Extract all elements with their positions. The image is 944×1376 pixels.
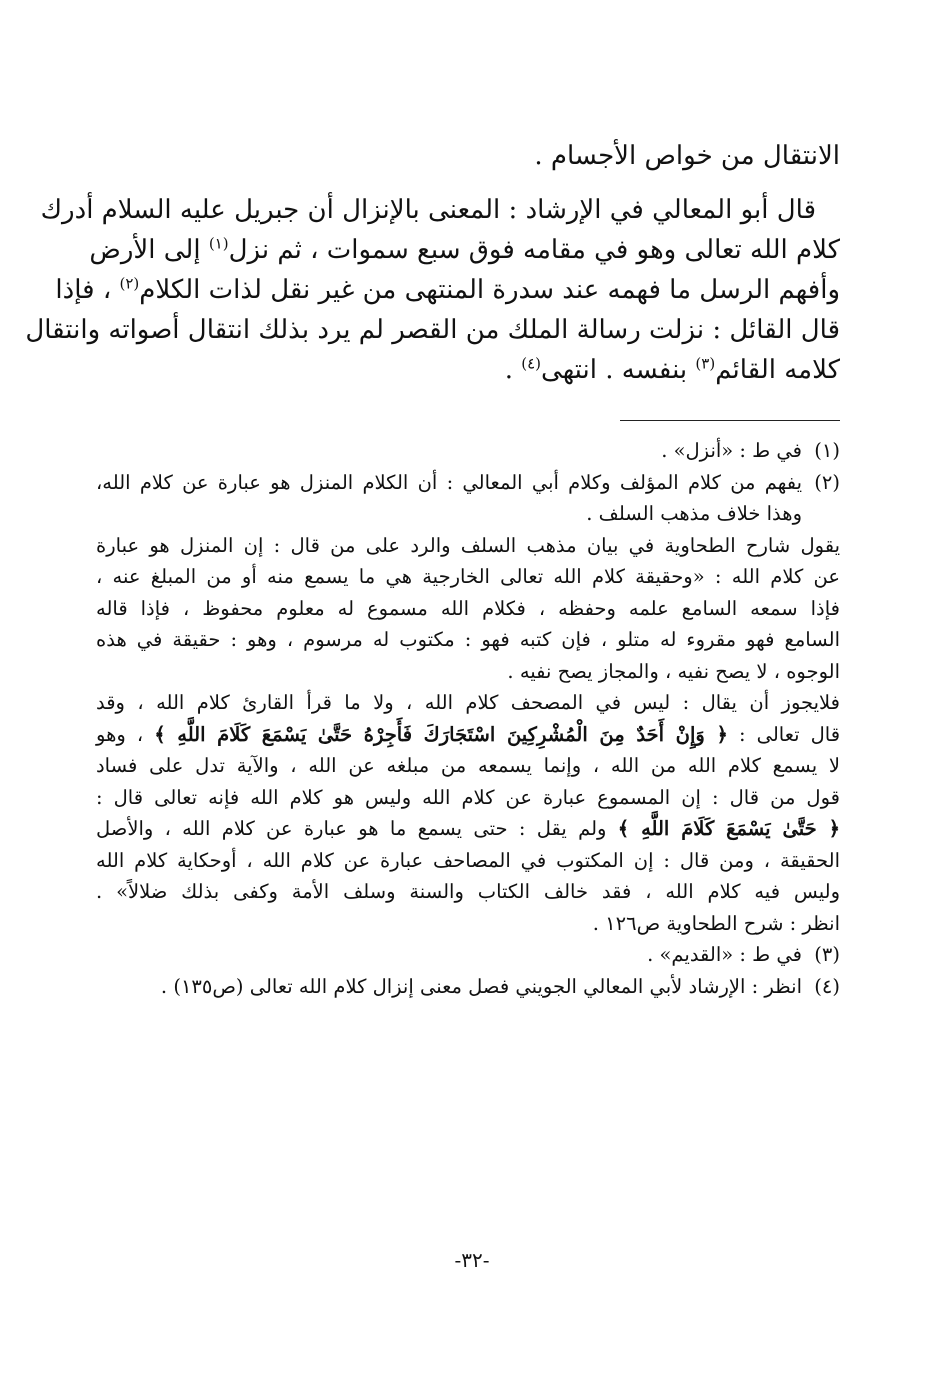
footnote-number: (٢)	[814, 470, 840, 494]
footnote-ref-3[interactable]: (٣)	[695, 354, 716, 373]
footnote-2-quote	[96, 530, 840, 940]
main-line-1: الانتقال من خواص الأجسام .	[534, 141, 840, 171]
footnote-number: (٣)	[814, 943, 840, 966]
footnote-line: قول من قال : إن المسموع عبارة عن كلام الله وليس هو كلام الله فإنه تعالى قال :	[96, 785, 840, 809]
footnote-line: الحقيقة ، ومن قال : إن المكتوب في المصاحف عبارة عن كلام الله ، أوحكاية كلام الله	[96, 848, 840, 872]
footnote-line: السامع فهو مقروء له متلو ، فإن كتبه فهو : مكتوب له مرسوم ، وهو : حقيقة في هذه	[96, 628, 840, 651]
footnote-separator	[620, 420, 840, 421]
main-line-3: كلام الله تعالى وهو في مقامه فوق سبع سموات ، ثم نزل$^{(١)}$ إلى الأرض	[89, 234, 840, 265]
footnote-line: وليس فيه كلام الله ، فقد خالف الكتاب والسنة وسلف الأمة وكفى بذلك ضلالاً» .	[96, 880, 840, 903]
footnote-ref-4[interactable]: (٤)	[521, 354, 542, 373]
footnote-number: (٤)	[814, 974, 840, 998]
footnote-text: في ط : «القديم» .	[647, 943, 802, 966]
main-text	[25, 136, 840, 390]
footnote-line: يقول شارح الطحاوية في بيان مذهب السلف والرد على من قال : إن المنزل هو عبارة	[96, 533, 840, 557]
footnote-line: لا يسمع كلام الله من الله ، وإنما يسمعه من مبلغه عن الله ، والآية تدل على فساد	[96, 754, 840, 777]
footnote-1	[96, 435, 840, 467]
footnote-line: فإذا سمعه السامع علمه وحفظه ، فكلام الله مسموع له معلوم محفوظ ، فإذا قاله	[96, 596, 840, 620]
footnotes	[96, 435, 840, 1002]
main-line-2: قال أبو المعالي في الإرشاد : المعنى بالإنزال أن جبريل عليه السلام أدرك	[40, 195, 816, 225]
main-line-5: قال القائل : نزلت رسالة الملك من القصر لم يرد بذلك انتقال أصواته وانتقال	[25, 315, 840, 345]
footnote-2	[96, 467, 840, 530]
page-body	[25, 136, 841, 1002]
footnote-line: الوجوه ، لا يصح نفيه ، والمجاز يصح نفيه .	[507, 659, 840, 683]
footnote-line-verse: قال تعالى : ﴿ وَإِنْ أَحَدٌ مِنَ الْمُشْرِكِينَ اسْتَجَارَكَ فَأَجِرْهُ حَتَّىٰ يَسْمَعَ كَلَامَ اللَّهِ ﴾ ، وهو	[96, 722, 841, 746]
footnote-4	[96, 971, 840, 1003]
footnote-line-verse: ﴿ حَتَّىٰ يَسْمَعَ كَلَامَ اللَّهِ ﴾ ولم يقل : حتى يسمع ما هو عبارة عن كلام الله ، والأصل	[96, 817, 840, 840]
quran-verse-1: ﴿ وَإِنْ أَحَدٌ مِنَ الْمُشْرِكِينَ اسْتَجَارَكَ فَأَجِرْهُ حَتَّىٰ يَسْمَعَ كَلَامَ اللَّهِ ﴾	[154, 722, 728, 746]
footnote-line: انظر : شرح الطحاوية ص١٢٦ .	[592, 911, 840, 935]
footnote-line: وهذا خلاف مذهب السلف .	[586, 502, 802, 525]
footnote-ref-1[interactable]: (١)	[208, 234, 229, 253]
footnote-text: في ط : «أنزل» .	[661, 439, 802, 462]
main-line-6: كلامه القائم$^{(٣)}$ بنفسه . انتهى$^{(٤)}$ .	[504, 354, 840, 385]
quran-verse-2: ﴿ حَتَّىٰ يَسْمَعَ كَلَامَ اللَّهِ ﴾	[617, 817, 840, 840]
main-line-4: وأفهم الرسل ما فهمه عند سدرة المنتهى من غير نقل لذات الكلام$^{(٢)}$ ، فإذا	[55, 274, 840, 305]
footnote-text: انظر : الإرشاد لأبي المعالي الجويني فصل معنى إنزال كلام الله تعالى (ص١٣٥) .	[160, 974, 802, 998]
footnote-ref-2[interactable]: (٢)	[119, 274, 140, 293]
footnote-line: فلايجوز أن يقال : ليس في المصحف كلام الله ، ولا ما قرأ القارئ كلام الله ، وقد	[96, 691, 840, 714]
footnote-3	[96, 939, 840, 971]
page-number: -٣٢-	[454, 1248, 490, 1272]
footnote-line: يفهم من كلام المؤلف وكلام أبي المعالي : أن الكلام المنزل هو عبارة عن كلام الله،	[96, 470, 802, 494]
footnote-number: (١)	[814, 439, 840, 462]
footnote-line: عن كلام الله : «وحقيقة كلام الله تعالى الخارجية هي ما يسمع منه أو من المبلغ عنه ،	[96, 565, 840, 588]
